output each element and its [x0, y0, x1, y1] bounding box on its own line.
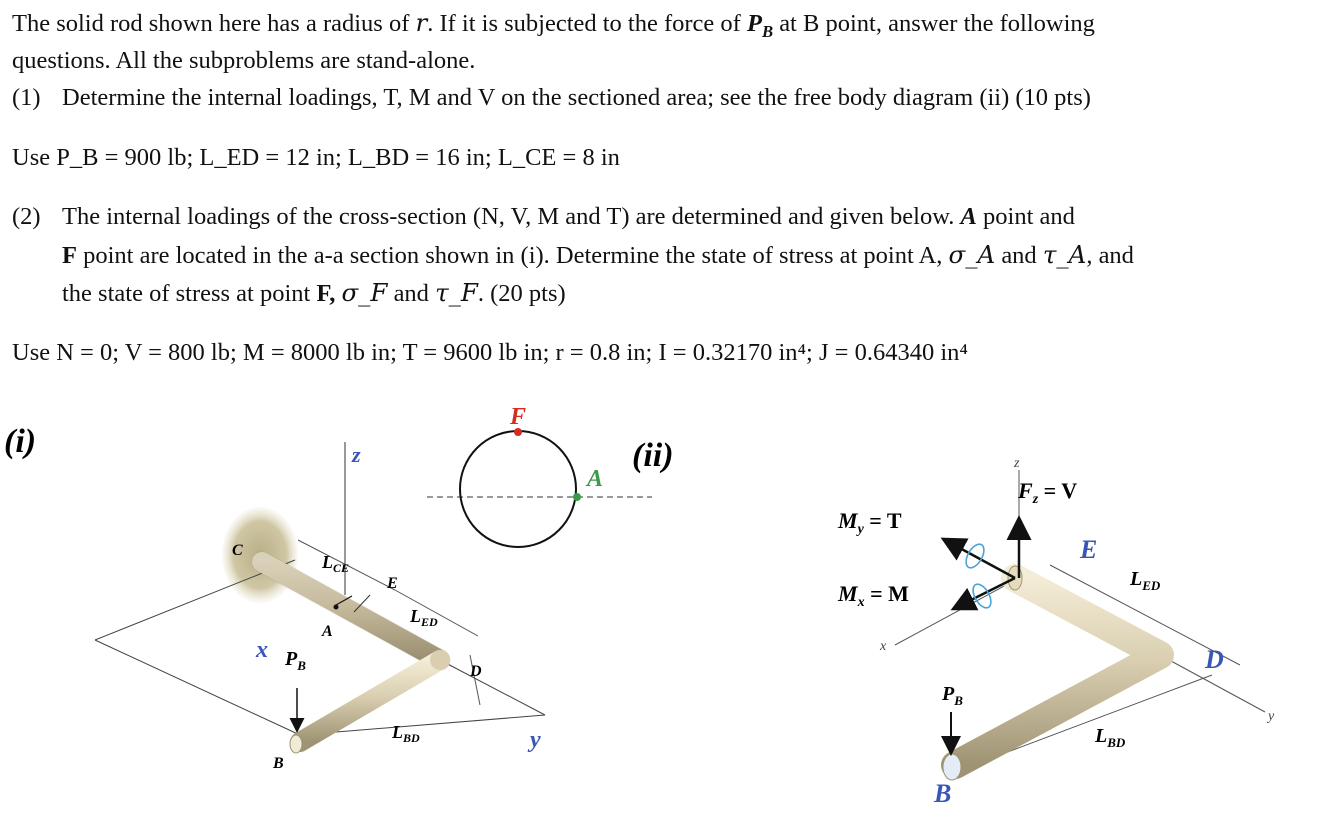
figure-i: [4, 423, 545, 772]
point-a-symbol: A: [960, 203, 977, 230]
x-axis-label-ii: x: [880, 639, 887, 654]
label-e-ii: E: [1080, 535, 1098, 564]
label-d-ii: D: [1205, 645, 1224, 674]
label-mx: $M_x = M$: [838, 581, 909, 610]
label-fz: $F_z = V$: [1018, 478, 1078, 507]
intro-line-2: questions. All the subproblems are stand-alone.: [12, 47, 476, 74]
label-lbd-i: $L_{BD}$: [392, 722, 420, 745]
q2-line-2: F point are located in the a-a section shown in (i). Determine the state of stress at point A, σ_A and τ_A, and: [62, 240, 1134, 269]
label-b-i: B: [273, 755, 284, 772]
sigma-f-symbol: σ_F: [341, 278, 388, 307]
cross-section-view: [427, 404, 652, 547]
rod-end-b: [290, 735, 302, 753]
rod-end-b-ii: [943, 754, 961, 780]
tau-f-symbol: τ_F: [435, 278, 478, 307]
pb-symbol: $P_B$: [746, 10, 774, 41]
mx-arrow: [955, 578, 1015, 608]
dim-led: [395, 590, 478, 636]
q2-number: (2): [12, 203, 41, 230]
figure-ii-label: (ii): [632, 437, 674, 474]
y-axis-label-ii: y: [1268, 709, 1275, 724]
tau-a-symbol: τ_A: [1042, 240, 1087, 269]
y-axis-label-i: y: [530, 727, 541, 753]
radius-symbol: r: [415, 8, 428, 37]
label-led-i: $L_{ED}$: [410, 606, 438, 629]
intro-text-a: The solid rod shown here has a radius of: [12, 10, 416, 37]
label-b-ii: B: [934, 779, 952, 808]
q1-given: Use P_B = 900 lb; L_ED = 12 in; L_BD = 16 in; L_CE = 8 in: [12, 144, 620, 171]
ground-line: [95, 640, 300, 735]
label-d-i: D: [470, 663, 482, 680]
label-e-i: E: [387, 575, 398, 592]
x-axis-line-ii: [895, 578, 1019, 645]
my-arrow: [945, 540, 1015, 578]
rod-free-body: [955, 578, 1160, 765]
figure-ii: [632, 437, 1275, 808]
moment-ring-mx: [969, 581, 994, 611]
y-guide-line: [440, 660, 545, 715]
sigma-a-symbol: σ_A: [948, 240, 996, 269]
label-c: C: [232, 542, 243, 559]
label-led-ii: $L_{ED}$: [1130, 568, 1161, 593]
label-pb-ii: $P_B$: [942, 683, 963, 708]
q1-text: Determine the internal loadings, T, M and V on the sectioned area; see the free body diagram (ii) (10 pts): [62, 84, 1091, 111]
point-a-dot: [334, 605, 339, 610]
label-pb-i: $P_B$: [285, 648, 306, 673]
point-a-section-dot: [573, 493, 581, 501]
section-circle: [460, 431, 576, 547]
x-axis-label-i: x: [256, 637, 268, 663]
label-a-section: A: [587, 466, 604, 492]
q1-number: (1): [12, 84, 41, 111]
q2-line-3: the state of stress at point F, σ_F and τ_F. (20 pts): [62, 278, 566, 307]
figure-i-label: (i): [4, 423, 37, 460]
label-f-section: F: [510, 404, 527, 430]
q2-line-1: The internal loadings of the cross-section (N, V, M and T) are determined and given below. A point and: [62, 203, 1075, 230]
label-lce: $L_{CE}$: [322, 552, 350, 575]
intro-text-c: at B point, answer the following: [773, 10, 1095, 37]
label-my: $M_y = T$: [838, 508, 902, 537]
label-lbd-ii: $L_{BD}$: [1095, 725, 1126, 750]
z-axis-label-ii: z: [1014, 456, 1020, 471]
label-a-i: A: [322, 623, 333, 640]
z-axis-label: z: [352, 442, 361, 467]
intro-text-b: . If it is subjected to the force of: [427, 10, 747, 37]
point-f-symbol: F: [62, 242, 77, 269]
q2-given: Use N = 0; V = 800 lb; M = 8000 lb in; T = 9600 lb in; r = 0.8 in; I = 0.32170 in⁴; J = 0.64340 in⁴: [12, 339, 968, 366]
